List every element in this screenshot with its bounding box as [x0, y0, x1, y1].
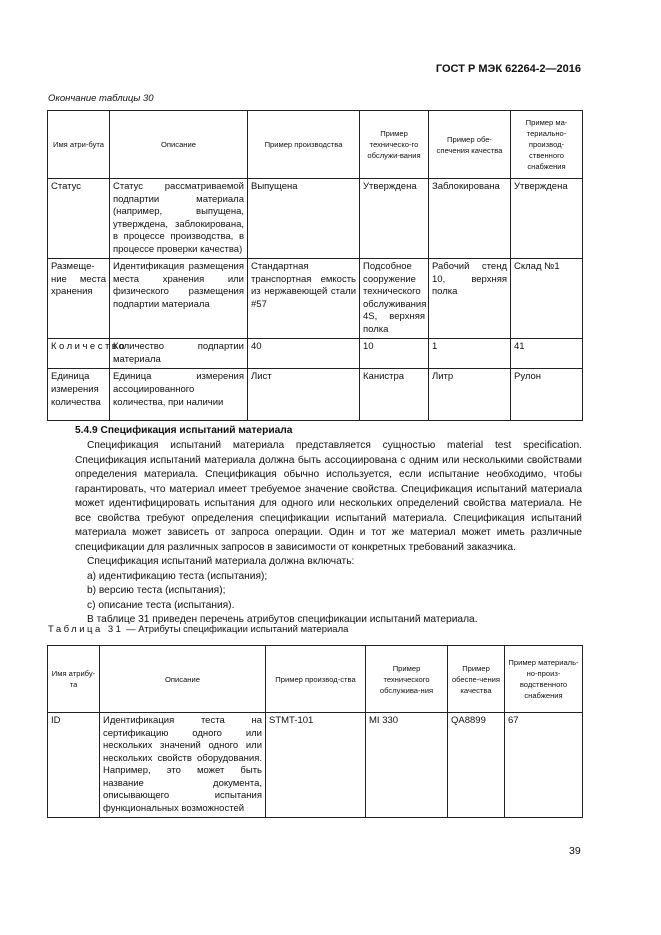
table30-col-production: Пример производства [248, 111, 360, 179]
row-attribute-name: Статус [48, 179, 110, 259]
row-production-example: Лист [248, 369, 360, 421]
list-item: a) идентификацию теста (испытания); [87, 570, 268, 582]
table31-caption [48, 624, 348, 635]
section-heading: 5.4.9 Спецификация испытаний материала [75, 425, 293, 436]
row-attribute-name: ID [48, 713, 100, 818]
row-description: Идентификация размещения места хранения или физического размещения подпартии материала [110, 259, 248, 339]
row-supply-example: Склад №1 [511, 259, 583, 339]
row-maintenance-example: 10 [360, 339, 429, 369]
paragraph: Спецификация испытаний материала представляется сущностью material test specification. Спецификация испытаний материала должна быть ассоциирована с одним или несколькими свойствами определения материала. Спецификация обычно используется, если испытание необходимо, чтобы гарантировать, что материал имеет требуемое значение свойства. Спецификация испытаний материала может идентифицировать испытания для одного или нескольких определений свойства материала. Не все свойства требуют определения спецификации испытаний материала. Спецификация испытаний материала может зависеть от запроса операции. Один и тот же материал может иметь различные спецификации для различных запросов в зависимости от конкретных требований заказчика. [75, 440, 582, 553]
row-attribute-name: Количество [48, 339, 110, 369]
row-production-example: Стандартная транспортная емкость из нержавеющей стали #57 [248, 259, 360, 339]
table31-caption-label: Таблица 31 [48, 624, 124, 635]
row-supply-example: 67 [505, 713, 583, 818]
page-number: 39 [569, 845, 581, 857]
row-maintenance-example: Канистра [360, 369, 429, 421]
row-description: Идентификация теста на сертификацию одного или нескольких значений одного или нескольких свойств оборудования. Например, это может быть название документа, описывающего испытания функциональных возможностей [100, 713, 266, 818]
table-row [48, 339, 583, 369]
list-item: c) описание теста (испытания). [87, 599, 235, 611]
section-body [75, 439, 582, 628]
table-31 [47, 645, 583, 818]
table31-col-production: Пример производ-ства [266, 646, 366, 713]
table30-header-row [48, 111, 583, 179]
row-production-example: STMT-101 [266, 713, 366, 818]
row-quality-example: Литр [429, 369, 511, 421]
row-description: Единица измерения ассоциированного количества, при наличии [110, 369, 248, 421]
table30-col-name: Имя атри-бута [48, 111, 110, 179]
table-row [48, 259, 583, 339]
row-attribute-name: Единица измерения количества [48, 369, 110, 421]
paragraph: В таблице 31 приведен перечень атрибутов спецификации испытаний материала. [87, 614, 478, 625]
document-standard-header: ГОСТ Р МЭК 62264-2—2016 [435, 63, 581, 75]
table30-col-supply: Пример ма-териально-производ-ственного снабжения [511, 111, 583, 179]
table-row [48, 713, 583, 818]
table-30 [47, 110, 583, 421]
table31-header-row [48, 646, 583, 713]
row-maintenance-example: Утверждена [360, 179, 429, 259]
row-maintenance-example: Подсобное сооружение технического обслуживания 4S, верхняя полка [360, 259, 429, 339]
table31-col-quality: Пример обеспе-чения качества [448, 646, 505, 713]
row-supply-example: Рулон [511, 369, 583, 421]
row-quality-example: Рабочий стенд 10, верхняя полка [429, 259, 511, 339]
row-production-example: Выпущена [248, 179, 360, 259]
row-supply-example: Утверждена [511, 179, 583, 259]
table31-col-name: Имя атрибу-та [48, 646, 100, 713]
row-description: Количество подпартии материала [110, 339, 248, 369]
table31-col-description: Описание [100, 646, 266, 713]
table30-col-description: Описание [110, 111, 248, 179]
table31-col-supply: Пример материаль-но-произ-водственного снабжения [505, 646, 583, 713]
paragraph: Спецификация испытаний материала должна включать: [87, 556, 355, 567]
row-maintenance-example: MI 330 [366, 713, 448, 818]
row-quality-example: 1 [429, 339, 511, 369]
row-quality-example: Заблокирована [429, 179, 511, 259]
table31-col-maintenance: Пример технического обслужива-ния [366, 646, 448, 713]
table30-col-maintenance: Пример техническо-го обслужи-вания [360, 111, 429, 179]
row-attribute-name: Размеще-ние места хранения [48, 259, 110, 339]
table30-col-quality: Пример обе-спечения качества [429, 111, 511, 179]
list-item: b) версию теста (испытания); [87, 585, 226, 596]
table30-caption: Окончание таблицы 30 [48, 93, 154, 104]
row-quality-example: QA8899 [448, 713, 505, 818]
row-supply-example: 41 [511, 339, 583, 369]
table31-caption-text: — Атрибуты спецификации испытаний материала [126, 624, 349, 635]
table-row [48, 179, 583, 259]
table-row [48, 369, 583, 421]
row-production-example: 40 [248, 339, 360, 369]
row-description: Статус рассматриваемой подпартии материала (например, выпущена, утверждена, заблокирована, в процессе производства, в процессе проверки качества) [110, 179, 248, 259]
